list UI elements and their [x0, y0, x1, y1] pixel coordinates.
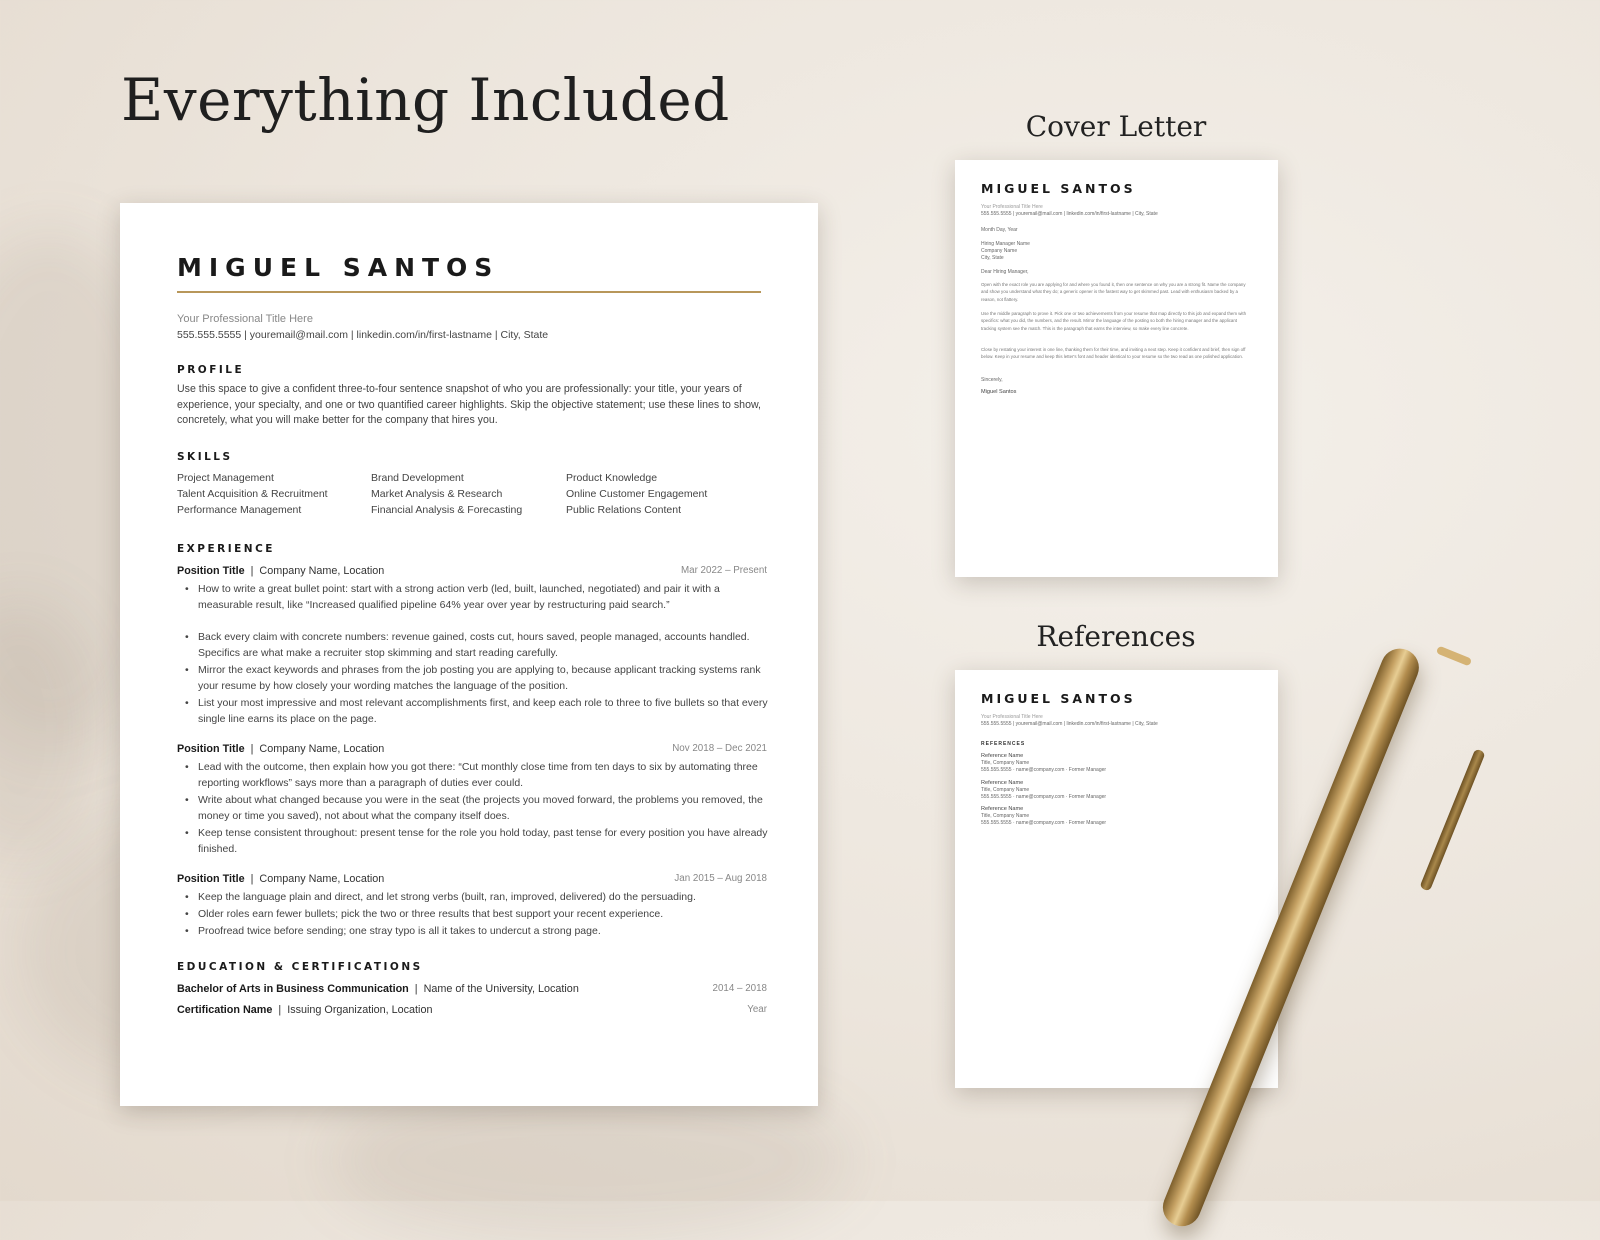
cover-date: Month Day, Year: [981, 227, 1018, 233]
education-heading: EDUCATION & CERTIFICATIONS: [177, 961, 423, 973]
refs-contact: 555.555.5555 | youremail@mail.com | linkedin.com/in/first-lastname | City, State: [981, 721, 1158, 727]
job-header: Position Title | Company Name, Location Mar 2022 – Present: [177, 565, 767, 577]
reference-name: Reference Name: [981, 780, 1024, 786]
pen-clip: [1419, 748, 1485, 891]
job-title: Position Title: [177, 873, 245, 885]
job-dates: Jan 2015 – Aug 2018: [674, 873, 767, 884]
certification-row: Certification Name | Issuing Organization, Location Year: [177, 1004, 767, 1016]
skill-item: Product Knowledge: [566, 472, 658, 484]
job-bullet: • Proofread twice before sending; one stray typo is all it takes to undercut a strong page.: [185, 924, 773, 940]
skill-item: Financial Analysis & Forecasting: [371, 504, 523, 516]
job-header: Position Title | Company Name, Location Nov 2018 – Dec 2021: [177, 743, 767, 755]
job-bullet: • List your most impressive and most relevant accomplishments first, and keep each role to three to five bullets so that every single line earns its place on the page.: [185, 696, 773, 727]
job-company: Company Name, Location: [259, 743, 385, 755]
certification: Certification Name: [177, 1004, 273, 1016]
education-row: Bachelor of Arts in Business Communication | Name of the University, Location 2014 – 2018: [177, 983, 767, 995]
reference-contact: 555.555.5555 · name@company.com · Former Manager: [981, 767, 1107, 773]
job-bullet: • Keep the language plain and direct, and let strong verbs (built, ran, improved, delivered) do the persuading.: [185, 890, 773, 906]
job-company: Company Name, Location: [259, 873, 385, 885]
education-dates: 2014 – 2018: [712, 983, 767, 994]
job-bullet: • Lead with the outcome, then explain how you got there: “Cut monthly close time from ten days to six by automating three reporting workflows” says more than a paragraph of duties ever could.: [185, 760, 773, 791]
contact-line: 555.555.5555 | youremail@mail.com | linkedin.com/in/first-lastname | City, State: [177, 329, 549, 341]
resume-sheet: [120, 203, 818, 1106]
job-bullet: • Keep tense consistent throughout: present tense for the role you hold today, past tense for every position you have already finished.: [185, 826, 773, 857]
experience-heading: EXPERIENCE: [177, 543, 275, 555]
recipient-line: City, State: [981, 255, 1004, 261]
reference-role: Title, Company Name: [981, 787, 1030, 793]
cover-contact: 555.555.5555 | youremail@mail.com | linkedin.com/in/first-lastname | City, State: [981, 211, 1158, 217]
cover-name: MIGUEL SANTOS: [981, 181, 1136, 196]
reference-name: Reference Name: [981, 753, 1024, 759]
closing: Sincerely,: [981, 377, 1003, 383]
job-dates: Mar 2022 – Present: [680, 565, 767, 576]
cover-paragraph: Use the middle paragraph to prove it. Pick one or two achievements from your resume that map directly to this job and expand them with specifics: what you did, the numbers, and the result. Mirror the language of the posting so both the hiring manager and the applicant tracking system see the match. This is the paragraph that earns the interview, so make every line concrete.: [981, 311, 1247, 331]
reference-contact: 555.555.5555 · name@company.com · Former Manager: [981, 794, 1107, 800]
reference-role: Title, Company Name: [981, 813, 1030, 819]
skill-item: Talent Acquisition & Recruitment: [177, 488, 328, 500]
reference-role: Title, Company Name: [981, 760, 1030, 766]
job-company: Company Name, Location: [259, 565, 385, 577]
cover-paragraph: Open with the exact role you are applying for and where you found it, then one sentence on why you are a strong fit. Name the company and show you understand what they do; a generic opener is the fastest way to get skimmed past. Lead with enthusiasm backed by a reason, not flattery.: [981, 282, 1246, 302]
page-heading: Everything Included: [121, 66, 730, 134]
job-bullet: • Mirror the exact keywords and phrases from the job posting you are applying to, because applicant tracking systems rank your resume by how closely your wording matches the language of the position.: [185, 663, 773, 694]
pen-cap: [1436, 646, 1472, 667]
degree: Bachelor of Arts in Business Communication: [177, 983, 409, 995]
header-divider: [177, 291, 761, 293]
signature: Miguel Santos: [981, 389, 1017, 395]
certification-dates: Year: [747, 1004, 767, 1015]
job-title: Position Title: [177, 565, 245, 577]
professional-title: Your Professional Title Here: [177, 313, 313, 325]
job-title: Position Title: [177, 743, 245, 755]
salutation: Dear Hiring Manager,: [981, 269, 1029, 275]
recipient-line: Company Name: [981, 248, 1018, 254]
refs-title: Your Professional Title Here: [981, 714, 1043, 720]
references-sheet: [955, 670, 1278, 1088]
job-bullet: • How to write a great bullet point: start with a strong action verb (led, built, launched, negotiated) and pair it with a measurable result, like “Increased qualified pipeline 64% year over year by restructuring paid search.”: [185, 582, 773, 613]
reference-name: Reference Name: [981, 806, 1024, 812]
refs-name: MIGUEL SANTOS: [981, 691, 1136, 706]
profile-text: Use this space to give a confident three-to-four sentence snapshot of who you are professionally: your title, your years of experience, your specialty, and one or two quantified career highlights. Skip the objective statement; use these lines to show, concretely, what you will make better for the company that hires you.: [177, 383, 761, 426]
recipient-line: Hiring Manager Name: [981, 241, 1030, 247]
job-bullet: • Older roles earn fewer bullets; pick the two or three results that best support your recent experience.: [185, 907, 773, 923]
job-dates: Nov 2018 – Dec 2021: [672, 743, 767, 754]
cover-title: Your Professional Title Here: [981, 204, 1043, 210]
skill-item: Market Analysis & Research: [371, 488, 503, 500]
references-heading: REFERENCES: [981, 741, 1026, 747]
issuer: Issuing Organization, Location: [287, 1004, 433, 1016]
references-label: References: [1036, 620, 1196, 653]
cover-paragraph: Close by restating your interest in one line, thanking them for their time, and inviting a next step. Keep it confident and brief, then sign off below. Keep in your resume and keep this letter's font and header identical to your resume so the two read as one polished application.: [981, 347, 1246, 360]
job-bullet: • Back every claim with concrete numbers: revenue gained, costs cut, hours saved, people managed, accounts handled. Specifics are what make a recruiter stop skimming and start reading carefully.: [185, 630, 773, 661]
skill-item: Project Management: [177, 472, 274, 484]
cover-letter-sheet: [955, 160, 1278, 577]
job-bullet: • Write about what changed because you were in the seat (the projects you moved forward, the problems you removed, the money or time you saved), not about what the company itself does.: [185, 793, 773, 824]
job-header: Position Title | Company Name, Location Jan 2015 – Aug 2018: [177, 873, 767, 885]
school: Name of the University, Location: [423, 983, 579, 995]
skill-item: Online Customer Engagement: [566, 488, 708, 500]
skill-item: Brand Development: [371, 472, 464, 484]
cover-letter-label: Cover Letter: [1025, 110, 1207, 143]
skill-item: Performance Management: [177, 504, 302, 516]
skills-heading: SKILLS: [177, 451, 233, 463]
profile-heading: PROFILE: [177, 364, 245, 376]
resume-name: MIGUEL SANTOS: [177, 253, 500, 282]
reference-contact: 555.555.5555 · name@company.com · Former Manager: [981, 820, 1107, 826]
skill-item: Public Relations Content: [566, 504, 681, 516]
